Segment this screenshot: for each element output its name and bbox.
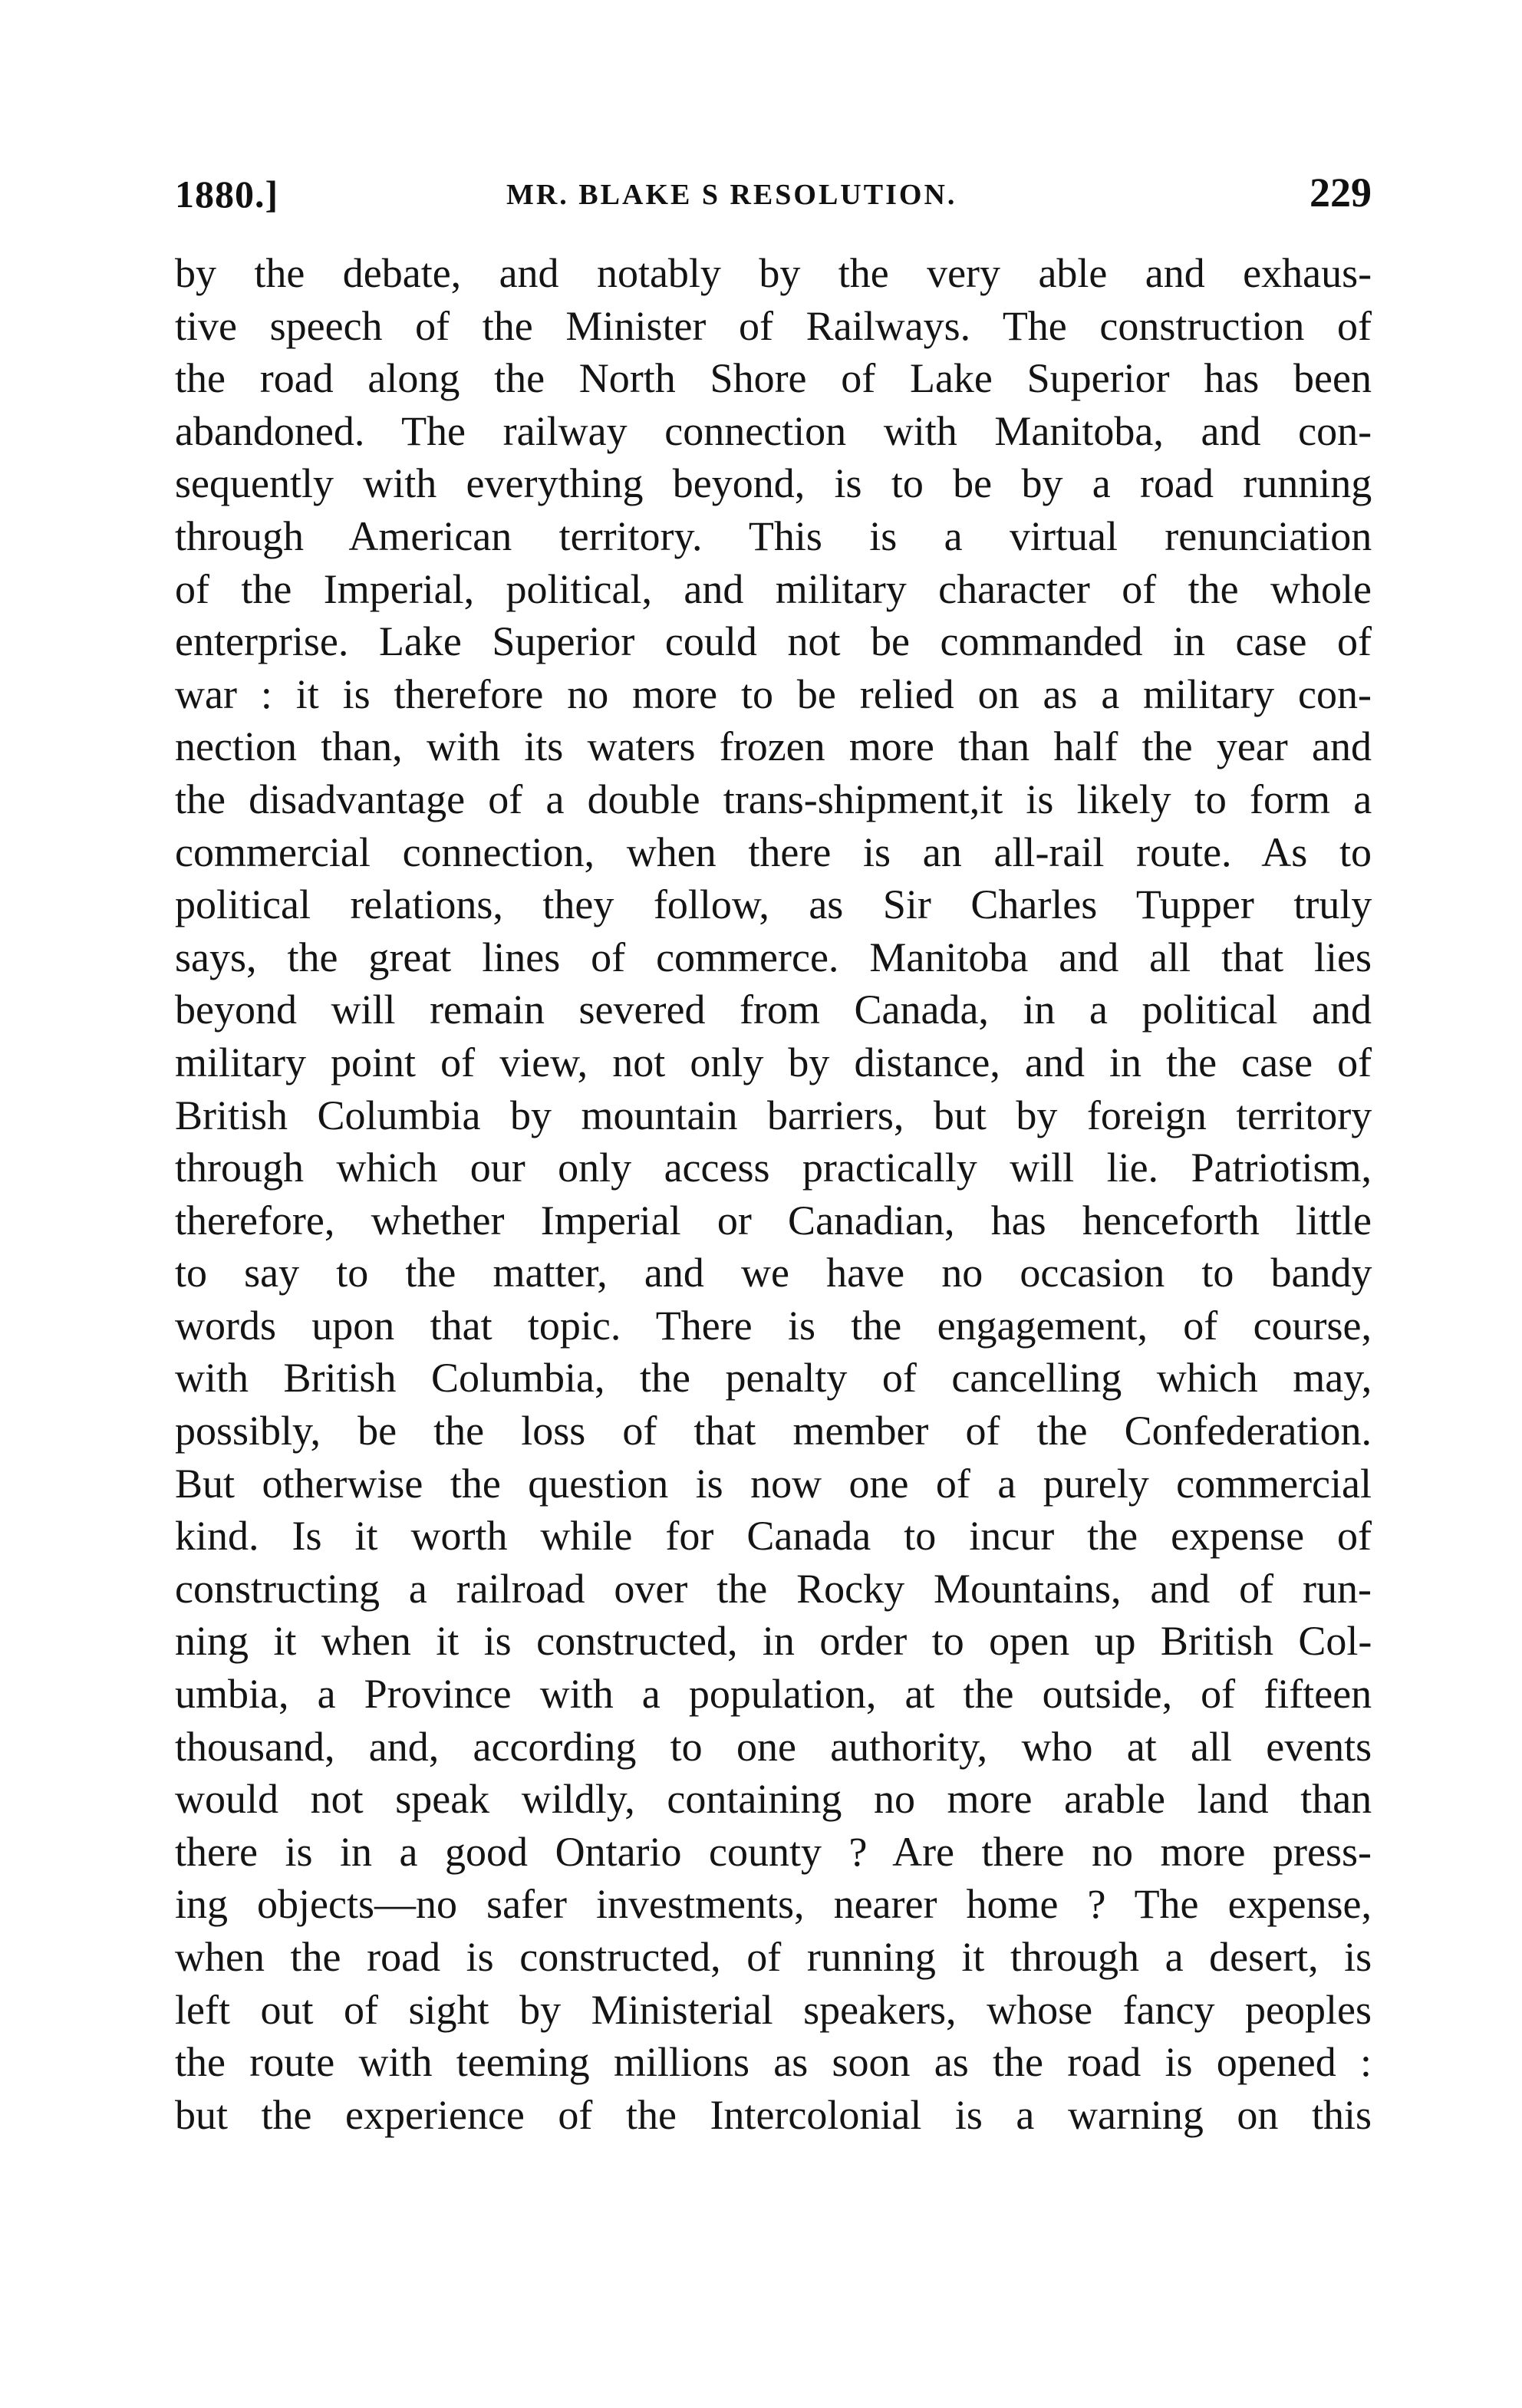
text-line: umbia, a Province with a population, at the outside, of fifteen xyxy=(175,1671,1372,1718)
text-line: would not speak wildly, containing no more arable land than xyxy=(175,1776,1372,1823)
text-line: war : it is therefore no more to be relied on as a military con- xyxy=(175,670,1372,717)
text-line: political relations, they follow, as Sir Charles Tupper truly xyxy=(175,881,1372,928)
text-line: kind. Is it worth while for Canada to incur the expense of xyxy=(175,1513,1372,1560)
running-head-title: MR. BLAKE S RESOLUTION. xyxy=(506,179,957,211)
text-line: therefore, whether Imperial or Canadian, has henceforth little xyxy=(175,1197,1372,1244)
text-line: British Columbia by mountain barriers, but by foreign territory xyxy=(175,1092,1372,1138)
text-line: beyond will remain severed from Canada, in a political and xyxy=(175,987,1372,1033)
text-line: military point of view, not only by distance, and in the case of xyxy=(175,1039,1372,1085)
text-line: the road along the North Shore of Lake Superior has been xyxy=(175,355,1372,402)
text-line: says, the great lines of commerce. Manitoba and all that lies xyxy=(175,934,1372,980)
text-line: thousand, and, according to one authority, who at all events xyxy=(175,1723,1372,1770)
text-line: tive speech of the Minister of Railways. The construction of xyxy=(175,302,1372,349)
body-text xyxy=(175,247,1372,2141)
text-line: commercial connection, when there is an all-rail route. As to xyxy=(175,828,1372,875)
text-line: there is in a good Ontario county ? Are there no more press- xyxy=(175,1828,1372,1875)
text-line: when the road is constructed, of running it through a desert, is xyxy=(175,1934,1372,1980)
running-head-year: 1880.] xyxy=(175,173,279,216)
text-line: of the Imperial, political, and military character of the whole xyxy=(175,565,1372,612)
text-line: the disadvantage of a double trans-shipment,it is likely to form a xyxy=(175,776,1372,822)
text-line: by the debate, and notably by the very able and exhaus- xyxy=(175,250,1372,296)
text-line: through American territory. This is a virtual renunciation xyxy=(175,512,1372,559)
page-number: 229 xyxy=(1310,170,1372,216)
text-line: to say to the matter, and we have no occasion to bandy xyxy=(175,1250,1372,1296)
text-line: ing objects—no safer investments, nearer home ? The expense, xyxy=(175,1881,1372,1928)
text-line: constructing a railroad over the Rocky Mountains, and of run- xyxy=(175,1565,1372,1612)
text-line: with British Columbia, the penalty of cancelling which may, xyxy=(175,1355,1372,1402)
text-line: the route with teeming millions as soon as the road is opened : xyxy=(175,2039,1372,2086)
text-line: abandoned. The railway connection with Manitoba, and con- xyxy=(175,407,1372,454)
text-line: enterprise. Lake Superior could not be commanded in case of xyxy=(175,618,1372,665)
text-line: nection than, with its waters frozen more than half the year and xyxy=(175,723,1372,770)
text-line: sequently with everything beyond, is to be by a road running xyxy=(175,460,1372,507)
running-head xyxy=(175,167,1372,222)
text-line: left out of sight by Ministerial speakers, whose fancy peoples xyxy=(175,1986,1372,2033)
text-line: words upon that topic. There is the engagement, of course, xyxy=(175,1302,1372,1349)
text-line: through which our only access practically will lie. Patriotism, xyxy=(175,1145,1372,1191)
text-line: but the experience of the Intercolonial is a warning on this xyxy=(175,2091,1372,2138)
text-line: ning it when it is constructed, in order to open up British Col- xyxy=(175,1618,1372,1665)
text-line: possibly, be the loss of that member of the Confederation. xyxy=(175,1408,1372,1454)
text-line: But otherwise the question is now one of a purely commercial xyxy=(175,1460,1372,1507)
